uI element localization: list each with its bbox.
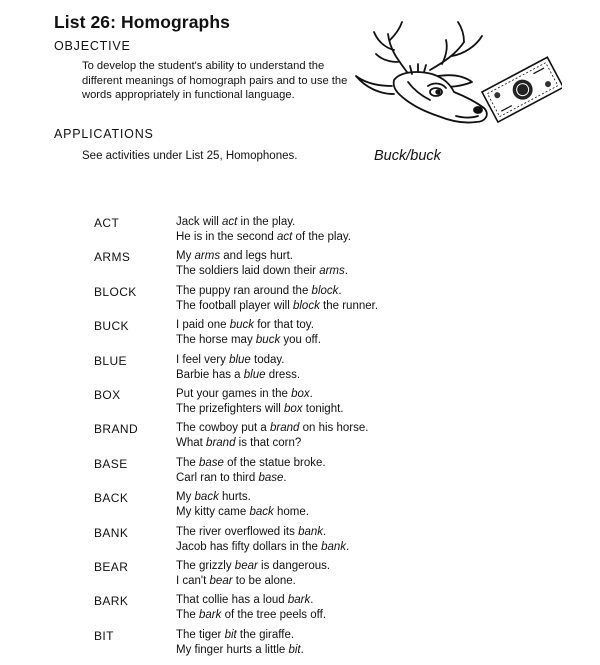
homograph-emphasis: bank — [298, 525, 324, 538]
homograph-row — [0, 250, 600, 282]
homograph-row — [0, 422, 600, 454]
homograph-word: BIT — [94, 628, 114, 643]
homograph-word: BARK — [94, 594, 129, 609]
example-sentence-2: He is in the second act of the play. — [176, 231, 351, 243]
homograph-word: BRAND — [94, 422, 139, 437]
example-sentence-1: My back hurts. — [176, 491, 251, 504]
homograph-word: ARMS — [94, 250, 131, 265]
example-sentence-1: My arms and legs hurt. — [176, 250, 293, 263]
example-sentence-1: I paid one buck for that toy. — [176, 319, 314, 332]
homograph-emphasis: bit — [288, 643, 301, 656]
homograph-row — [0, 491, 600, 523]
homograph-word: BANK — [94, 525, 129, 540]
homograph-emphasis: bit — [224, 628, 237, 641]
homograph-emphasis: blue — [229, 353, 251, 366]
homograph-row — [0, 354, 600, 386]
homograph-emphasis: box — [291, 388, 310, 400]
homograph-emphasis: bear — [209, 575, 233, 587]
example-sentence-1: Jack will act in the play. — [176, 216, 296, 228]
homograph-emphasis: brand — [206, 437, 236, 450]
homograph-row — [0, 319, 600, 351]
homograph-word: BEAR — [94, 560, 129, 574]
example-sentence-2: The bark of the tree peels off. — [176, 609, 327, 622]
homograph-word: BUCK — [94, 319, 129, 334]
example-sentence-2: The soldiers laid down their arms. — [176, 265, 348, 278]
applications-text: See activities under List 25, Homophones. — [82, 150, 298, 162]
homograph-row — [0, 594, 600, 626]
homograph-emphasis: act — [222, 216, 238, 228]
homograph-row — [0, 629, 600, 661]
homograph-emphasis: bank — [321, 540, 347, 553]
example-sentence-1: The cowboy put a brand on his horse. — [176, 422, 369, 435]
homograph-word: BOX — [94, 388, 121, 402]
example-sentence-2: My finger hurts a little bit. — [176, 643, 304, 656]
homograph-emphasis: arms — [319, 265, 345, 278]
illustration-caption: Buck/buck — [374, 148, 441, 164]
example-sentence-2: The prizefighters will box tonight. — [176, 403, 344, 415]
example-sentence-1: The tiger bit the giraffe. — [176, 628, 295, 641]
example-sentence-1: I feel very blue today. — [176, 353, 285, 366]
objective-heading: OBJECTIVE — [54, 39, 131, 53]
homograph-emphasis: base — [199, 456, 224, 469]
homograph-emphasis: block — [311, 284, 339, 297]
homograph-word: ACT — [94, 216, 120, 230]
example-sentence-2: Barbie has a blue dress. — [176, 368, 301, 381]
homograph-row — [0, 526, 600, 558]
applications-heading: APPLICATIONS — [54, 127, 154, 141]
homograph-row — [0, 285, 600, 317]
homograph-emphasis: brand — [269, 422, 300, 435]
page-title: List 26: Homographs — [54, 12, 230, 32]
homograph-row — [0, 560, 600, 592]
example-sentence-2: The football player will block the runner. — [176, 299, 379, 312]
example-sentence-2: My kitty came back home. — [176, 506, 309, 519]
homograph-word: BASE — [94, 456, 128, 471]
homograph-emphasis: bear — [234, 560, 258, 572]
example-sentence-1: The grizzly bear is dangerous. — [176, 560, 331, 572]
example-sentence-1: The base of the statue broke. — [176, 456, 326, 469]
homograph-row — [0, 457, 600, 489]
homograph-emphasis: block — [292, 299, 320, 312]
homograph-emphasis: back — [249, 506, 274, 519]
example-sentence-2: Jacob has fifty dollars in the bank. — [176, 540, 350, 553]
homograph-emphasis: arms — [194, 250, 221, 263]
example-sentence-2: I can't bear to be alone. — [176, 575, 296, 587]
homograph-emphasis: box — [284, 403, 303, 415]
homograph-emphasis: buck — [255, 334, 281, 347]
homograph-word: BLOCK — [94, 284, 137, 299]
dollar-bill-icon — [482, 57, 562, 122]
example-sentence-1: That collie has a loud bark. — [176, 594, 314, 607]
homograph-emphasis: blue — [243, 368, 266, 381]
deer-head-icon — [356, 22, 487, 123]
homograph-word: BACK — [94, 491, 129, 506]
example-sentence-2: Carl ran to third base. — [176, 471, 287, 484]
example-sentence-1: The puppy ran around the block. — [176, 284, 342, 297]
homograph-emphasis: base — [258, 471, 284, 484]
homograph-emphasis: bark — [199, 609, 222, 622]
example-sentence-2: The horse may buck you off. — [176, 334, 321, 347]
homograph-row — [0, 388, 600, 420]
example-sentence-1: Put your games in the box. — [176, 388, 313, 400]
homograph-emphasis: back — [194, 491, 219, 504]
homograph-row — [0, 216, 600, 248]
homograph-word: BLUE — [94, 353, 127, 368]
example-sentence-1: The river overflowed its bank. — [176, 525, 327, 538]
homograph-emphasis: bark — [287, 594, 311, 607]
homograph-emphasis: act — [277, 231, 293, 243]
objective-text: To develop the student's ability to understand the different meanings of homograph pairs and to use the words appropriately in functional language. — [82, 60, 348, 101]
homograph-emphasis: buck — [229, 319, 255, 332]
example-sentence-2: What brand is that corn? — [176, 437, 302, 450]
